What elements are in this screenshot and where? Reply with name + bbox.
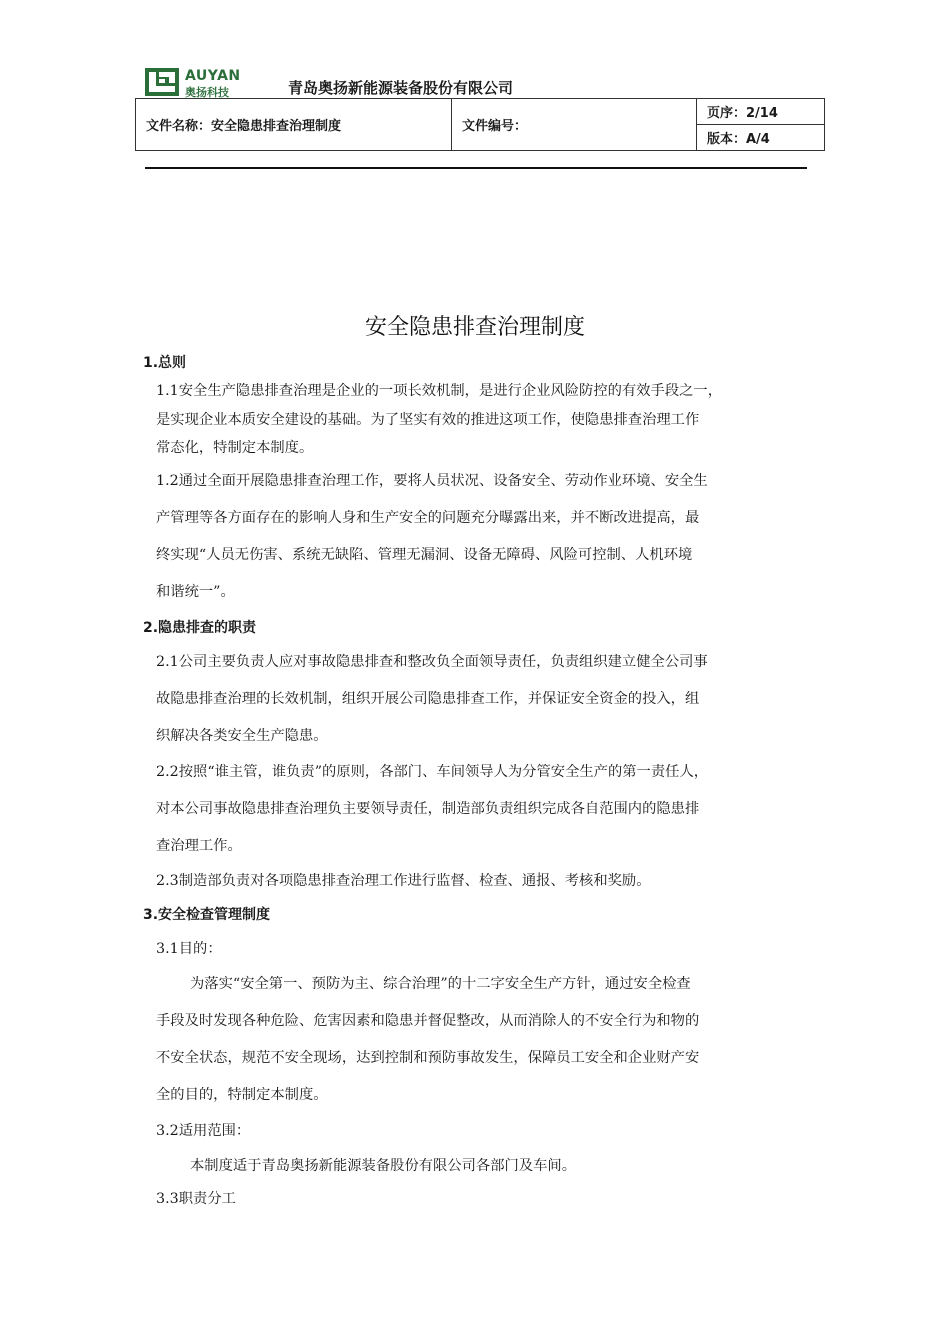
paragraph-line: 手段及时发现各种危险、危害因素和隐患并督促整改，从而消除人的不安全行为和物的 [156,1013,700,1029]
logo-mark-icon [145,68,179,96]
paragraph-line: 不安全状态，规范不安全现场，达到控制和预防事故发生，保障员工安全和企业财产安 [156,1050,700,1066]
document-title: 安全隐患排查治理制度 [364,315,585,340]
subsection-title: 3.1目的： [156,941,222,957]
section-heading-3: 3.安全检查管理制度 [143,907,271,923]
paragraph-line: 产管理等各方面存在的影响人身和生产安全的问题充分曝露出来，并不断改进提高，最 [156,510,700,526]
logo-text-cn: 奥扬科技 [185,86,229,99]
doc-name-cell: 文件名称：安全隐患排查治理制度 [136,99,452,151]
paragraph-line: 查治理工作。 [156,838,242,854]
paragraph-line: 1.2通过全面开展隐患排查治理工作，要将人员状况、设备安全、劳动作业环境、安全生 [156,473,708,489]
paragraph-line: 为落实“安全第一、预防为主、综合治理”的十二字安全生产方针，通过安全检查 [190,976,691,992]
section-heading-1: 1.总则 [143,355,187,371]
paragraph-line: 是实现企业本质安全建设的基础。为了坚实有效的推进这项工作，使隐患排查治理工作 [156,412,700,428]
company-name: 青岛奥扬新能源装备股份有限公司 [288,79,514,97]
paragraph-line: 本制度适于青岛奥扬新能源装备股份有限公司各部门及车间。 [190,1158,577,1174]
paragraph-line: 故隐患排查治理的长效机制，组织开展公司隐患排查工作，并保证安全资金的投入，组 [156,691,700,707]
paragraph-line: 2.1公司主要负责人应对事故隐患排查和整改负全面领导责任，负责组织建立健全公司事 [156,654,708,670]
paragraph-line: 2.2按照“谁主管，谁负责”的原则，各部门、车间领导人为分管安全生产的第一责任人， [156,764,709,780]
subsection-title: 3.3职责分工 [156,1191,236,1207]
document-header-table [135,98,825,151]
paragraph-line: 2.3制造部负责对各项隐患排查治理工作进行监督、检查、通报、考核和奖励。 [156,873,651,889]
subsection-title: 3.2适用范围： [156,1123,251,1139]
paragraph-line: 和谐统一”。 [156,584,235,600]
section-heading-2: 2.隐患排查的职责 [143,620,257,636]
doc-number-cell: 文件编号： [452,99,697,151]
header-divider [145,167,807,169]
paragraph-line: 全的目的，特制定本制度。 [156,1087,328,1103]
paragraph-line: 1.1安全生产隐患排查治理是企业的一项长效机制，是进行企业风险防控的有效手段之一， [156,383,723,399]
paragraph-line: 织解决各类安全生产隐患。 [156,728,328,744]
paragraph-line: 对本公司事故隐患排查治理负主要领导责任，制造部负责组织完成各自范围内的隐患排 [156,801,700,817]
paragraph-line: 常态化，特制定本制度。 [156,440,314,456]
version-cell: 版本：A/4 [697,125,825,151]
company-logo [145,68,255,98]
logo-text-en: AUYAN [185,68,241,84]
paragraph-line: 终实现“人员无伤害、系统无缺陷、管理无漏洞、设备无障碍、风险可控制、人机环境 [156,547,693,563]
page-number-cell: 页序：2/14 [697,99,825,125]
